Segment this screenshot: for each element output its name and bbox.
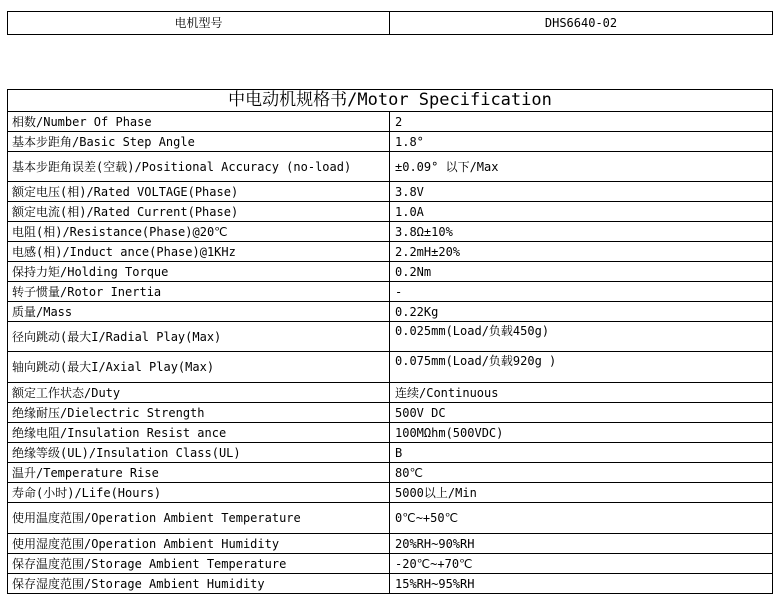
spec-value: 0.025mm(Load/负载450g)	[390, 322, 773, 352]
spec-label: 相数/Number Of Phase	[8, 112, 390, 132]
spec-row-duty	[8, 383, 773, 403]
spec-value: 100MΩhm(500VDC)	[390, 423, 773, 443]
spec-value: -20℃~+70℃	[390, 554, 773, 574]
spec-table	[7, 89, 773, 594]
spec-label: 额定电流(相)/Rated Current(Phase)	[8, 202, 390, 222]
spec-value: 0℃~+50℃	[390, 503, 773, 534]
spec-label: 质量/Mass	[8, 302, 390, 322]
spec-row-axial-play	[8, 352, 773, 383]
spec-row-storage-humidity	[8, 574, 773, 594]
spec-row-resistance	[8, 222, 773, 242]
spec-value: B	[390, 443, 773, 463]
spec-value: 5000以上/Min	[390, 483, 773, 503]
spec-value: 0.075mm(Load/负载920g )	[390, 352, 773, 383]
spec-label: 基本步距角误差(空载)/Positional Accuracy (no-load)	[8, 152, 390, 182]
spec-value: 2	[390, 112, 773, 132]
spec-label: 保存温度范围/Storage Ambient Temperature	[8, 554, 390, 574]
spec-label: 保持力矩/Holding Torque	[8, 262, 390, 282]
spec-row-dielectric-strength	[8, 403, 773, 423]
model-row	[8, 12, 773, 35]
spec-label: 转子惯量/Rotor Inertia	[8, 282, 390, 302]
spec-title: 中电动机规格书/Motor Specification	[8, 90, 773, 112]
spec-label: 绝缘电阻/Insulation Resist ance	[8, 423, 390, 443]
spec-row-positional-accuracy	[8, 152, 773, 182]
spec-row-holding-torque	[8, 262, 773, 282]
model-label: 电机型号	[8, 12, 390, 35]
spec-row-life	[8, 483, 773, 503]
spec-value: 2.2mH±20%	[390, 242, 773, 262]
spec-row-insulation-class	[8, 443, 773, 463]
spec-label: 轴向跳动(最大I/Axial Play(Max)	[8, 352, 390, 383]
spec-label: 使用湿度范围/Operation Ambient Humidity	[8, 534, 390, 554]
spec-row-mass	[8, 302, 773, 322]
model-value: DHS6640-02	[390, 12, 773, 35]
spec-label: 电阻(相)/Resistance(Phase)@20℃	[8, 222, 390, 242]
spec-value: 1.0A	[390, 202, 773, 222]
spec-row-storage-temperature	[8, 554, 773, 574]
spec-label: 寿命(小时)/Life(Hours)	[8, 483, 390, 503]
spec-title-row	[8, 90, 773, 112]
spec-value: 0.22Kg	[390, 302, 773, 322]
spec-row-radial-play	[8, 322, 773, 352]
spec-row-step-angle	[8, 132, 773, 152]
spec-value: -	[390, 282, 773, 302]
spec-value: 20%RH~90%RH	[390, 534, 773, 554]
spec-row-insulation-resistance	[8, 423, 773, 443]
spec-label: 额定电压(相)/Rated VOLTAGE(Phase)	[8, 182, 390, 202]
spec-value: 80℃	[390, 463, 773, 483]
spec-value: 500V DC	[390, 403, 773, 423]
spec-label: 保存湿度范围/Storage Ambient Humidity	[8, 574, 390, 594]
spec-value: 3.8Ω±10%	[390, 222, 773, 242]
spec-row-rated-current	[8, 202, 773, 222]
spec-value: 1.8°	[390, 132, 773, 152]
spec-row-rated-voltage	[8, 182, 773, 202]
spec-row-inductance	[8, 242, 773, 262]
spec-label: 使用温度范围/Operation Ambient Temperature	[8, 503, 390, 534]
spec-label: 径向跳动(最大I/Radial Play(Max)	[8, 322, 390, 352]
spec-label: 绝缘等级(UL)/Insulation Class(UL)	[8, 443, 390, 463]
model-table	[7, 11, 773, 35]
spec-value: 0.2Nm	[390, 262, 773, 282]
spec-row-operation-humidity	[8, 534, 773, 554]
spec-row-temperature-rise	[8, 463, 773, 483]
spec-label: 基本步距角/Basic Step Angle	[8, 132, 390, 152]
spec-value: 15%RH~95%RH	[390, 574, 773, 594]
spec-row-phase	[8, 112, 773, 132]
spec-label: 绝缘耐压/Dielectric Strength	[8, 403, 390, 423]
spec-label: 额定工作状态/Duty	[8, 383, 390, 403]
spec-label: 温升/Temperature Rise	[8, 463, 390, 483]
spec-value: ±0.09° 以下/Max	[390, 152, 773, 182]
spec-label: 电感(相)/Induct ance(Phase)@1KHz	[8, 242, 390, 262]
spec-value: 连续/Continuous	[390, 383, 773, 403]
spec-value: 3.8V	[390, 182, 773, 202]
spec-row-operation-temperature	[8, 503, 773, 534]
spec-row-rotor-inertia	[8, 282, 773, 302]
